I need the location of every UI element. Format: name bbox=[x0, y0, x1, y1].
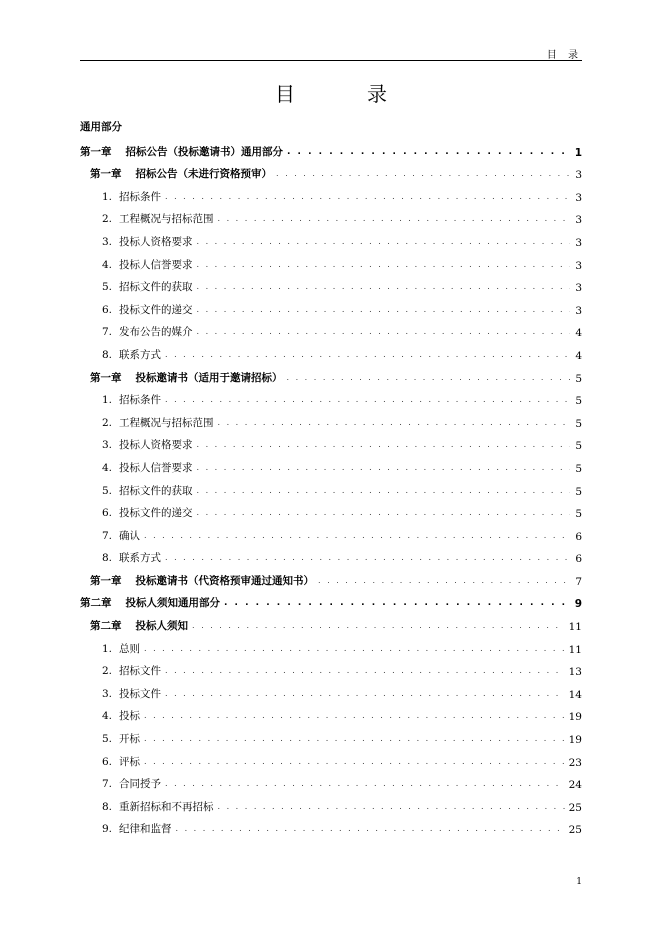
toc-item-number: 9. bbox=[102, 823, 113, 836]
toc-item-number: 4. bbox=[102, 258, 113, 271]
toc-entry-label bbox=[102, 754, 140, 769]
dot-leader bbox=[197, 441, 571, 449]
toc-entry[interactable] bbox=[80, 204, 582, 227]
dot-leader bbox=[197, 328, 571, 336]
toc-entry-label bbox=[90, 166, 272, 181]
dot-leader bbox=[276, 170, 570, 178]
toc-page-number: 11 bbox=[568, 621, 582, 634]
toc-entry-label bbox=[102, 392, 161, 407]
toc-page-number: 5 bbox=[575, 440, 582, 453]
toc-entry[interactable] bbox=[80, 317, 582, 340]
toc-entry[interactable] bbox=[80, 272, 582, 295]
toc-entry-title: 纪律和监督 bbox=[119, 823, 172, 836]
dot-leader bbox=[287, 374, 571, 382]
toc-item-number: 4. bbox=[102, 710, 113, 723]
toc-page-number: 3 bbox=[575, 214, 582, 227]
toc-chapter-number: 第一章 bbox=[90, 371, 122, 384]
dot-leader bbox=[197, 487, 571, 495]
toc-item-number: 7. bbox=[102, 778, 113, 791]
toc-entry-title: 招标文件 bbox=[119, 665, 161, 678]
toc-entry-label bbox=[102, 302, 193, 317]
toc-entry[interactable] bbox=[80, 475, 582, 498]
toc-page-number: 3 bbox=[575, 282, 582, 295]
page-title: 目 录 bbox=[275, 82, 413, 106]
toc-item-number: 5. bbox=[102, 484, 113, 497]
dot-leader bbox=[165, 193, 570, 201]
toc-item-number: 8. bbox=[102, 552, 113, 565]
toc-entry-label bbox=[102, 663, 161, 678]
running-header: 目 录 bbox=[546, 50, 582, 61]
toc-entry[interactable] bbox=[80, 543, 582, 566]
toc-item-number: 6. bbox=[102, 303, 113, 316]
toc-entry-title: 确认 bbox=[119, 529, 140, 542]
toc-entry[interactable] bbox=[80, 294, 582, 317]
toc-entry[interactable] bbox=[80, 498, 582, 521]
toc-entry-label bbox=[102, 460, 193, 475]
dot-leader bbox=[197, 238, 571, 246]
dot-leader bbox=[165, 780, 565, 788]
dot-leader bbox=[318, 577, 570, 585]
toc-entry-label bbox=[102, 686, 161, 701]
toc-entry[interactable] bbox=[80, 633, 582, 656]
dot-leader bbox=[165, 667, 565, 675]
toc-item-number: 5. bbox=[102, 281, 113, 294]
toc-entry[interactable] bbox=[80, 136, 582, 159]
dot-leader bbox=[165, 690, 565, 698]
dot-leader bbox=[197, 306, 571, 314]
toc-entry[interactable] bbox=[80, 339, 582, 362]
table-of-contents bbox=[80, 136, 582, 836]
page-number: 1 bbox=[576, 877, 582, 887]
toc-entry-label bbox=[102, 234, 193, 249]
toc-entry-label bbox=[102, 347, 161, 362]
toc-entry-label bbox=[90, 573, 314, 588]
toc-chapter-number: 第一章 bbox=[90, 574, 122, 587]
toc-page-number: 19 bbox=[568, 734, 582, 747]
toc-entry-label bbox=[102, 708, 140, 723]
toc-page-number: 7 bbox=[575, 575, 582, 588]
toc-item-number: 5. bbox=[102, 733, 113, 746]
toc-page-number: 19 bbox=[568, 711, 582, 724]
toc-entry-label bbox=[102, 821, 172, 836]
toc-chapter-number: 第一章 bbox=[90, 168, 122, 181]
dot-leader bbox=[197, 261, 571, 269]
toc-entry-title: 投标文件的递交 bbox=[119, 507, 193, 520]
toc-page-number: 13 bbox=[568, 666, 582, 679]
toc-entry-title: 招标文件的获取 bbox=[119, 484, 193, 497]
toc-entry-title: 投标邀请书（代资格预审通过通知书） bbox=[135, 574, 314, 587]
toc-entry-title: 招标公告（未进行资格预审） bbox=[135, 168, 272, 181]
toc-page-number: 3 bbox=[575, 304, 582, 317]
toc-page-number: 5 bbox=[575, 485, 582, 498]
toc-item-number: 6. bbox=[102, 755, 113, 768]
toc-entry[interactable] bbox=[80, 181, 582, 204]
toc-entry-label bbox=[102, 776, 161, 791]
toc-entry-title: 联系方式 bbox=[119, 552, 161, 565]
toc-item-number: 7. bbox=[102, 326, 113, 339]
toc-entry[interactable] bbox=[80, 814, 582, 837]
toc-page-number: 25 bbox=[568, 801, 582, 814]
toc-page-number: 25 bbox=[568, 824, 582, 837]
toc-page-number: 24 bbox=[568, 779, 582, 792]
toc-page-number: 3 bbox=[575, 191, 582, 204]
toc-chapter-number: 第二章 bbox=[90, 620, 122, 633]
toc-entry-title: 重新招标和不再招标 bbox=[119, 800, 214, 813]
dot-leader bbox=[165, 351, 570, 359]
dot-leader bbox=[176, 825, 565, 833]
toc-entry[interactable] bbox=[80, 385, 582, 408]
toc-entry-title: 投标人信誉要求 bbox=[119, 258, 193, 271]
toc-entry[interactable] bbox=[80, 430, 582, 453]
toc-page-number: 23 bbox=[568, 756, 582, 769]
toc-entry-label bbox=[102, 528, 140, 543]
toc-entry[interactable] bbox=[80, 588, 582, 611]
toc-entry-label bbox=[102, 483, 193, 498]
toc-entry-title: 总则 bbox=[119, 642, 140, 655]
toc-page-number: 3 bbox=[575, 259, 582, 272]
toc-item-number: 2. bbox=[102, 665, 113, 678]
toc-entry-title: 评标 bbox=[119, 755, 140, 768]
toc-entry[interactable] bbox=[80, 407, 582, 430]
toc-item-number: 3. bbox=[102, 235, 113, 248]
toc-entry-label bbox=[102, 257, 193, 272]
toc-entry-label bbox=[102, 437, 193, 452]
toc-entry-label bbox=[102, 731, 140, 746]
toc-entry-title: 投标文件 bbox=[119, 687, 161, 700]
toc-page-number: 3 bbox=[575, 169, 582, 182]
toc-item-number: 3. bbox=[102, 687, 113, 700]
toc-page-number: 3 bbox=[575, 236, 582, 249]
toc-page-number: 5 bbox=[575, 395, 582, 408]
toc-page-number: 5 bbox=[575, 372, 582, 385]
toc-entry-title: 招标公告（投标邀请书）通用部分 bbox=[125, 145, 283, 158]
dot-leader bbox=[287, 148, 570, 156]
toc-item-number: 3. bbox=[102, 439, 113, 452]
toc-entry[interactable] bbox=[80, 362, 582, 385]
dot-leader bbox=[218, 419, 571, 427]
toc-item-number: 2. bbox=[102, 213, 113, 226]
toc-entry[interactable] bbox=[80, 610, 582, 633]
toc-page-number: 11 bbox=[568, 643, 582, 656]
toc-page-number: 4 bbox=[575, 349, 582, 362]
toc-entry-label bbox=[102, 550, 161, 565]
dot-leader bbox=[218, 803, 565, 811]
toc-entry-title: 工程概况与招标范围 bbox=[119, 416, 214, 429]
toc-item-number: 8. bbox=[102, 800, 113, 813]
toc-entry-label bbox=[102, 415, 214, 430]
toc-entry[interactable] bbox=[80, 769, 582, 792]
dot-leader bbox=[197, 509, 571, 517]
toc-entry-label bbox=[102, 324, 193, 339]
toc-entry-label bbox=[90, 370, 283, 385]
toc-item-number: 4. bbox=[102, 461, 113, 474]
toc-page-number: 6 bbox=[575, 553, 582, 566]
toc-entry-title: 投标文件的递交 bbox=[119, 303, 193, 316]
toc-entry-title: 合同授予 bbox=[119, 778, 161, 791]
dot-leader bbox=[192, 622, 565, 630]
toc-entry-title: 发布公告的媒介 bbox=[119, 326, 193, 339]
toc-entry-title: 招标条件 bbox=[119, 190, 161, 203]
toc-entry[interactable] bbox=[80, 746, 582, 769]
toc-entry-title: 投标人信誉要求 bbox=[119, 461, 193, 474]
dot-leader bbox=[197, 464, 571, 472]
toc-chapter-number: 第二章 bbox=[80, 597, 112, 610]
toc-entry[interactable] bbox=[80, 249, 582, 272]
dot-leader bbox=[165, 396, 570, 404]
toc-entry-title: 投标人须知 bbox=[135, 620, 188, 633]
toc-page-number: 5 bbox=[575, 462, 582, 475]
toc-entry-label bbox=[102, 799, 214, 814]
toc-entry-label bbox=[102, 505, 193, 520]
toc-entry[interactable] bbox=[80, 520, 582, 543]
toc-entry-title: 开标 bbox=[119, 733, 140, 746]
toc-entry-label bbox=[80, 595, 220, 610]
toc-entry-title: 投标人资格要求 bbox=[119, 439, 193, 452]
toc-entry-label bbox=[102, 279, 193, 294]
toc-entry[interactable] bbox=[80, 678, 582, 701]
toc-page-number: 1 bbox=[574, 146, 582, 159]
dot-leader bbox=[144, 712, 565, 720]
toc-item-number: 1. bbox=[102, 190, 113, 203]
toc-item-number: 1. bbox=[102, 394, 113, 407]
toc-entry-label bbox=[80, 144, 283, 159]
toc-entry-title: 投标 bbox=[119, 710, 140, 723]
toc-entry[interactable] bbox=[80, 701, 582, 724]
toc-item-number: 8. bbox=[102, 348, 113, 361]
toc-page-number: 5 bbox=[575, 508, 582, 521]
toc-page-number: 4 bbox=[575, 327, 582, 340]
toc-entry-title: 招标条件 bbox=[119, 394, 161, 407]
toc-entry-label bbox=[102, 641, 140, 656]
toc-page-number: 6 bbox=[575, 530, 582, 543]
toc-item-number: 6. bbox=[102, 507, 113, 520]
dot-leader bbox=[218, 215, 571, 223]
toc-item-number: 1. bbox=[102, 642, 113, 655]
dot-leader bbox=[224, 599, 570, 607]
toc-entry-title: 招标文件的获取 bbox=[119, 281, 193, 294]
toc-entry-title: 投标邀请书（适用于邀请招标） bbox=[135, 371, 283, 384]
toc-entry[interactable] bbox=[80, 226, 582, 249]
toc-page-number: 9 bbox=[574, 598, 582, 611]
toc-entry-title: 工程概况与招标范围 bbox=[119, 213, 214, 226]
toc-page-number: 5 bbox=[575, 417, 582, 430]
dot-leader bbox=[144, 758, 565, 766]
toc-entry[interactable] bbox=[80, 723, 582, 746]
toc-entry[interactable] bbox=[80, 159, 582, 182]
toc-entry-title: 投标人须知通用部分 bbox=[125, 597, 220, 610]
header-rule bbox=[80, 60, 582, 61]
toc-entry-title: 投标人资格要求 bbox=[119, 235, 193, 248]
dot-leader bbox=[144, 645, 565, 653]
toc-item-number: 2. bbox=[102, 416, 113, 429]
dot-leader bbox=[144, 735, 565, 743]
toc-entry-label bbox=[102, 189, 161, 204]
toc-entry-label bbox=[90, 618, 188, 633]
dot-leader bbox=[144, 532, 570, 540]
toc-page-number: 14 bbox=[568, 688, 582, 701]
toc-entry-title: 联系方式 bbox=[119, 348, 161, 361]
toc-entry-label bbox=[102, 211, 214, 226]
toc-item-number: 7. bbox=[102, 529, 113, 542]
toc-entry[interactable] bbox=[80, 791, 582, 814]
dot-leader bbox=[165, 554, 570, 562]
section-label: 通用部分 bbox=[80, 121, 122, 133]
toc-entry[interactable] bbox=[80, 565, 582, 588]
toc-entry[interactable] bbox=[80, 656, 582, 679]
toc-entry[interactable] bbox=[80, 452, 582, 475]
toc-chapter-number: 第一章 bbox=[80, 145, 112, 158]
dot-leader bbox=[197, 283, 571, 291]
